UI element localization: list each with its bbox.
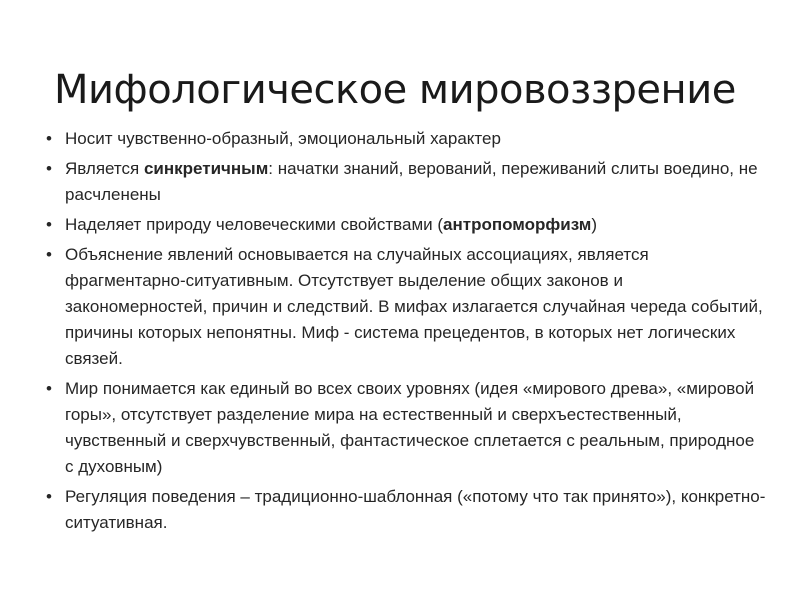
bullet-item [46, 376, 766, 480]
slide-title: Мифологическое мировоззрение [54, 67, 736, 113]
bullet-item [46, 484, 766, 536]
bullet-text [65, 487, 765, 532]
bullet-dot: • [46, 215, 52, 234]
bullet-dot: • [46, 379, 52, 398]
bullet-dot: • [46, 487, 52, 506]
bullet-text-part: Наделяет природу человеческими свойствами ( [65, 215, 444, 234]
bullet-item [46, 156, 766, 208]
bullet-text-part: Является [65, 159, 144, 178]
bullet-text-part: Регуляция поведения – традиционно-шаблонная («потому что так принято»), конкретно-ситуативная. [65, 487, 766, 532]
bullet-dot: • [46, 159, 52, 178]
bullet-list [46, 126, 766, 540]
bullet-text-part: Носит чувственно-образный, эмоциональный характер [65, 129, 501, 148]
bullet-item [46, 242, 766, 372]
bullet-text [65, 215, 597, 234]
bullet-text-part: : начатки знаний, верований, переживаний слиты воедино, не расчленены [65, 159, 758, 204]
bullet-emphasis: синкретичным [143, 159, 269, 178]
bullet-text [65, 129, 501, 148]
bullet-text [65, 379, 754, 476]
bullet-text-part: ) [591, 215, 598, 234]
bullet-emphasis: антропоморфизм [443, 215, 592, 234]
bullet-text-part: Мир понимается как единый во всех своих уровнях (идея «мирового древа», «мировой горы», отсутствует разделение мира на естественный и сверхъестественный, чувственный и сверхчувственный, фантастическое сплетается с реальным, природное с духовным) [65, 379, 755, 476]
bullet-text-part: Объяснение явлений основывается на случайных ассоциациях, является фрагментарно-ситуативным. Отсутствует выделение общих законов и закономерностей, причин и следствий. В мифах излагается случайная череда событий, причины которых непонятны. Миф - система прецедентов, в которых нет логических связей. [65, 245, 763, 368]
bullet-text [65, 245, 763, 368]
bullet-dot: • [46, 129, 52, 148]
bullet-text [65, 159, 758, 204]
bullet-item [46, 212, 766, 238]
bullet-item [46, 126, 766, 152]
bullet-dot: • [46, 245, 52, 264]
